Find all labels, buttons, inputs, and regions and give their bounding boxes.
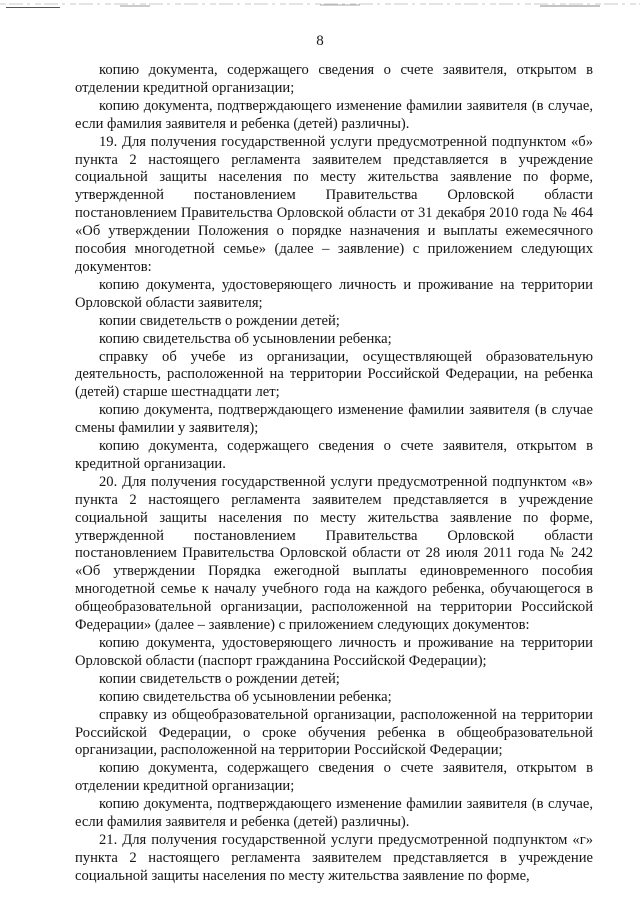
paragraph: копию документа, подтверждающего изменение фамилии заявителя (в случае, если фамилия заявителя и ребенка (детей) различны). bbox=[75, 97, 593, 132]
paragraph: копию документа, содержащего сведения о счете заявителя, открытом в отделении кредитной организации; bbox=[75, 760, 593, 795]
paragraph: копии свидетельств о рождении детей; bbox=[99, 312, 340, 329]
paragraph: 21. Для получения государственной услуги предусмотренной подпунктом «г» пункта 2 настоящего регламента заявителем представляется в учреждение социальной защиты населения по месту жительства заявление по форме, bbox=[75, 831, 593, 884]
paragraph: копию документа, подтверждающего изменение фамилии заявителя (в случае смены фамилии у заявителя); bbox=[75, 402, 593, 437]
paragraph: справку из общеобразовательной организации, расположенной на территории Российской Федерации, о сроке обучения ребенка в общеобразовательной организации, расположенной на территории Российской Федерации; bbox=[75, 706, 593, 759]
paragraph: 20. Для получения государственной услуги предусмотренной подпунктом «в» пункта 2 настоящего регламента заявителем представляется в учреждение социальной защиты населения по месту жительства заявление по форме, утвержденной постановлением Правительства Орловской области постановлением Правительства Орловской области от 28 июля 2011 года № 242 «Об утверждении Порядка ежегодной выплаты единовременного пособия многодетной семье к началу учебного года на каждого ребенка, обучающегося в общеобразовательной организации, расположенной на территории Российской Федерации» (далее – заявление) с приложением следующих документов: bbox=[75, 473, 593, 634]
page-number: 8 bbox=[316, 33, 324, 49]
document-body bbox=[75, 62, 593, 886]
paragraph: копию документа, удостоверяющего личность и проживание на территории Орловской области (паспорт гражданина Российской Федерации); bbox=[75, 635, 593, 669]
paragraph: копию свидетельства об усыновлении ребенка; bbox=[99, 688, 392, 705]
paragraph: копию свидетельства об усыновлении ребенка; bbox=[99, 330, 392, 347]
paragraph: копию документа, содержащего сведения о счете заявителя, открытом в кредитной организации. bbox=[75, 438, 593, 472]
paragraph: копию документа, удостоверяющего личность и проживание на территории Орловской области заявителя; bbox=[75, 276, 593, 311]
paragraph: копию документа, содержащего сведения о счете заявителя, открытом в отделении кредитной организации; bbox=[75, 62, 593, 96]
paragraph: 19. Для получения государственной услуги предусмотренной подпунктом «б» пункта 2 настоящего регламента заявителем представляется в учреждение социальной защиты населения по месту жительства заявление по форме, утвержденной постановлением Правительства Орловской области постановлением Правительства Орловской области от 31 декабря 2010 года № 464 «Об утверждении Положения о порядке назначения и выплаты ежемесячного пособия многодетной семье» (далее – заявление) с приложением следующих документов: bbox=[75, 133, 593, 275]
paragraph: копию документа, подтверждающего изменение фамилии заявителя (в случае, если фамилия заявителя и ребенка (детей) различны). bbox=[75, 796, 593, 831]
scan-top-edge bbox=[0, 0, 640, 14]
paragraph: копии свидетельств о рождении детей; bbox=[99, 670, 340, 687]
paragraph: справку об учебе из организации, осуществляющей образовательную деятельность, расположенной на территории Российской Федерации, на ребенка (детей) старше шестнадцати лет; bbox=[75, 348, 593, 401]
